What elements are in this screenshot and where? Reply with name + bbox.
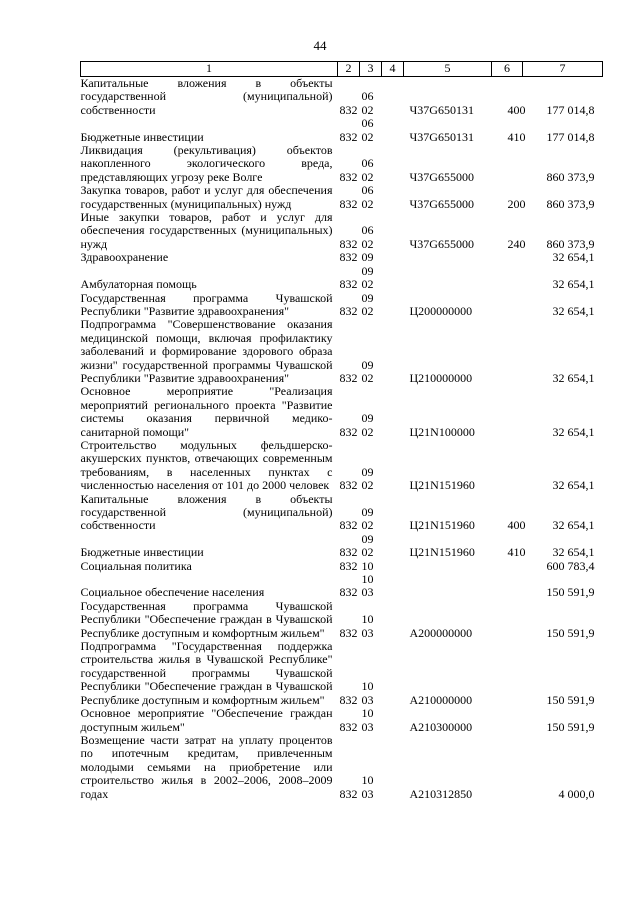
column-header: 2 <box>338 62 360 77</box>
cell-name: Закупка товаров, работ и услуг для обеспечения государственных (муниципальных) нужд <box>80 183 333 211</box>
cell-name: Государственная программа Чувашской Республики "Обеспечение граждан в Чувашской Республике доступным и комфортным жильем" <box>80 598 333 640</box>
cell-expense-type <box>492 251 523 264</box>
cell-empty <box>382 439 404 493</box>
cell-expense-type: 410 <box>507 129 526 144</box>
cell-ministry-code: 832 <box>339 478 358 493</box>
column-header: 7 <box>523 62 603 77</box>
cell-amount: 32 654,1 <box>552 518 595 533</box>
cell-amount: 32 654,1 <box>552 277 595 292</box>
budget-table <box>80 61 603 801</box>
cell-ministry-code: 832 <box>339 236 358 251</box>
cell-section-code: 06 02 <box>361 183 374 211</box>
cell-ministry-code: 832 <box>339 303 358 318</box>
cell-target-article: А200000000 <box>409 625 473 640</box>
cell-amount: 600 783,4 <box>546 558 595 573</box>
cell-ministry-code: 832 <box>339 196 358 211</box>
cell-section-code: 06 02 <box>361 89 374 117</box>
cell-empty <box>382 117 404 144</box>
cell-ministry-code: 832 <box>339 424 358 439</box>
table-row <box>81 292 603 319</box>
cell-target-article: Ц21N100000 <box>409 424 475 439</box>
cell-expense-type <box>492 385 523 439</box>
cell-section-code: 09 02 <box>361 464 374 493</box>
cell-section-code: 10 03 <box>361 773 374 801</box>
table-row <box>81 573 603 600</box>
header-row <box>81 62 603 77</box>
cell-amount: 177 014,8 <box>546 129 595 144</box>
cell-amount: 32 654,1 <box>552 424 595 439</box>
cell-name: Подпрограмма "Государственная поддержка строительства жилья в Чувашской Республике" государственной программы Чувашской Республики "Обеспечение граждан в Чувашской Республике доступным и комфортным жильем" <box>80 639 333 707</box>
cell-expense-type <box>492 265 523 292</box>
cell-empty <box>382 640 404 707</box>
cell-target-article: Ц21N151960 <box>409 518 475 533</box>
table-row <box>81 184 603 211</box>
cell-ministry-code: 832 <box>339 169 358 184</box>
cell-target-article: Ч37G650131 <box>409 102 474 117</box>
cell-name: Иные закупки товаров, работ и услуг для обеспечения государственных (муниципальных) нужд <box>80 210 333 251</box>
table-row <box>81 600 603 640</box>
cell-expense-type <box>492 439 523 493</box>
column-header: 3 <box>360 62 382 77</box>
cell-ministry-code: 832 <box>339 518 358 533</box>
cell-ministry-code: 832 <box>339 585 358 600</box>
cell-section-code: 10 03 <box>361 679 374 707</box>
table-row <box>81 251 603 264</box>
cell-ministry-code: 832 <box>339 719 358 734</box>
table-row <box>81 385 603 439</box>
cell-amount: 860 373,9 <box>546 236 595 251</box>
cell-ministry-code: 832 <box>339 250 358 265</box>
cell-name: Социальная политика <box>80 558 192 573</box>
cell-empty <box>382 560 404 573</box>
cell-name: Амбулаторная помощь <box>80 277 197 292</box>
cell-expense-type: 240 <box>507 236 526 251</box>
column-header: 1 <box>81 62 338 77</box>
cell-empty <box>382 573 404 600</box>
cell-name: Основное мероприятие "Обеспечение граждан доступным жильем" <box>80 706 333 734</box>
cell-section-code: 06 02 <box>361 223 374 251</box>
cell-expense-type: 200 <box>507 196 526 211</box>
table-row <box>81 211 603 251</box>
cell-ministry-code: 832 <box>339 370 358 385</box>
table-row <box>81 265 603 292</box>
cell-target-article: Ч37G655000 <box>409 236 474 251</box>
cell-empty <box>382 211 404 251</box>
cell-amount: 860 373,9 <box>546 169 595 184</box>
cell-amount: 32 654,1 <box>552 370 595 385</box>
cell-name: Здравоохранение <box>80 250 169 265</box>
cell-section-code: 06 02 <box>361 156 374 184</box>
cell-ministry-code: 832 <box>339 102 358 117</box>
cell-name: Капитальные вложения в объекты государственной (муниципальной) собственности <box>80 491 333 533</box>
cell-section-code: 10 03 <box>361 612 374 640</box>
cell-name: Основное мероприятие "Реализация мероприятий регионального проекта "Развитие системы оказания первичной медико-санитарной помощи" <box>80 384 333 439</box>
cell-expense-type <box>492 144 523 184</box>
cell-empty <box>382 600 404 640</box>
cell-section-code: 09 02 <box>361 290 374 318</box>
cell-amount: 32 654,1 <box>552 303 595 318</box>
table-row <box>81 707 603 734</box>
cell-expense-type <box>492 573 523 600</box>
cell-name: Бюджетные инвестиции <box>80 545 204 560</box>
cell-target-article: А210000000 <box>409 692 473 707</box>
cell-target-article <box>404 251 492 264</box>
cell-empty <box>382 292 404 319</box>
cell-expense-type: 400 <box>507 102 526 117</box>
cell-ministry-code: 832 <box>339 692 358 707</box>
column-header: 5 <box>404 62 492 77</box>
cell-section-code: 09 02 <box>361 531 374 560</box>
cell-expense-type: 410 <box>507 545 526 560</box>
cell-section-code: 09 02 <box>361 357 374 385</box>
cell-name: Ликвидация (рекультивация) объектов накопленного экологического вреда, представляющих угрозу реке Волге <box>80 143 333 184</box>
cell-amount: 32 654,1 <box>552 545 595 560</box>
table-row <box>81 640 603 707</box>
table-row <box>81 533 603 560</box>
cell-amount: 32 654,1 <box>552 250 595 265</box>
cell-target-article: Ц21N151960 <box>409 545 475 560</box>
cell-expense-type <box>492 560 523 573</box>
cell-target-article <box>404 265 492 292</box>
cell-expense-type <box>492 600 523 640</box>
cell-section-code: 10 03 <box>361 572 374 600</box>
cell-expense-type <box>492 640 523 707</box>
cell-section-code: 09 02 <box>361 411 374 439</box>
cell-empty <box>382 318 404 385</box>
cell-target-article: А210300000 <box>409 719 473 734</box>
cell-empty <box>382 77 404 118</box>
cell-empty <box>382 533 404 560</box>
cell-amount: 150 591,9 <box>546 625 595 640</box>
cell-target-article: Ч37G655000 <box>409 169 474 184</box>
cell-empty <box>382 493 404 533</box>
table-row <box>81 77 603 118</box>
cell-amount: 150 591,9 <box>546 692 595 707</box>
cell-empty <box>382 251 404 264</box>
cell-section-code: 09 02 <box>361 505 374 533</box>
cell-amount: 860 373,9 <box>546 196 595 211</box>
table-row <box>81 117 603 144</box>
cell-target-article: Ц210000000 <box>409 370 473 385</box>
cell-target-article: Ч37G650131 <box>409 129 474 144</box>
cell-section-code: 09 02 <box>361 263 374 292</box>
cell-empty <box>382 265 404 292</box>
cell-target-article: Ч37G655000 <box>409 196 474 211</box>
cell-ministry-code: 832 <box>339 129 358 144</box>
cell-amount: 4 000,0 <box>558 786 595 801</box>
cell-name: Строительство модульных фельдшерско-акушерских пунктов, отвечающих современным требованиям, в населенных пунктах с численностью населения от 101 до 2000 человек <box>80 437 333 493</box>
table-row <box>81 493 603 533</box>
cell-name: Социальное обеспечение населения <box>80 585 265 600</box>
page-number: 44 <box>313 38 327 53</box>
cell-target-article: Ц21N151960 <box>409 478 475 493</box>
column-header: 4 <box>382 62 404 77</box>
cell-empty <box>382 385 404 439</box>
cell-section-code: 06 02 <box>361 116 374 144</box>
table-row <box>81 734 603 801</box>
cell-section-code: 10 <box>361 558 374 573</box>
cell-target-article <box>404 560 492 573</box>
cell-amount: 150 591,9 <box>546 719 595 734</box>
cell-empty <box>382 184 404 211</box>
cell-ministry-code: 832 <box>339 277 358 292</box>
cell-empty <box>382 734 404 801</box>
cell-ministry-code: 832 <box>339 786 358 801</box>
table-row <box>81 144 603 184</box>
cell-name: Капитальные вложения в объекты государственной (муниципальной) собственности <box>80 76 333 117</box>
cell-empty <box>382 707 404 734</box>
cell-amount: 177 014,8 <box>546 102 595 117</box>
cell-ministry-code: 832 <box>339 558 358 573</box>
cell-name: Возмещение части затрат на уплату процентов по ипотечным кредитам, привлеченным молодыми семьями на приобретение или строительство жилья в 2002–2006, 2008–2009 годах <box>80 732 333 801</box>
cell-expense-type <box>492 318 523 385</box>
cell-target-article: Ц200000000 <box>409 303 473 318</box>
cell-amount: 150 591,9 <box>546 585 595 600</box>
cell-expense-type <box>492 707 523 734</box>
cell-section-code: 09 <box>361 250 374 265</box>
cell-target-article <box>404 573 492 600</box>
cell-name: Государственная программа Чувашской Республики "Развитие здравоохранения" <box>80 290 333 318</box>
table-row <box>81 439 603 493</box>
cell-expense-type <box>492 734 523 801</box>
cell-name: Бюджетные инвестиции <box>80 129 204 144</box>
cell-name: Подпрограмма "Совершенствование оказания медицинской помощи, включая профилактику заболеваний и формирование здорового образа жизни" государственной программы Чувашской Республики "Развитие здравоохранения" <box>80 317 333 385</box>
table-row <box>81 318 603 385</box>
budget-table-body <box>81 77 603 801</box>
table-row <box>81 560 603 573</box>
cell-expense-type <box>492 292 523 319</box>
column-header: 6 <box>492 62 523 77</box>
cell-section-code: 10 03 <box>361 706 374 734</box>
cell-expense-type: 400 <box>507 518 526 533</box>
cell-amount: 32 654,1 <box>552 478 595 493</box>
cell-target-article: А210312850 <box>409 786 473 801</box>
cell-empty <box>382 144 404 184</box>
cell-ministry-code: 832 <box>339 625 358 640</box>
cell-ministry-code: 832 <box>339 545 358 560</box>
